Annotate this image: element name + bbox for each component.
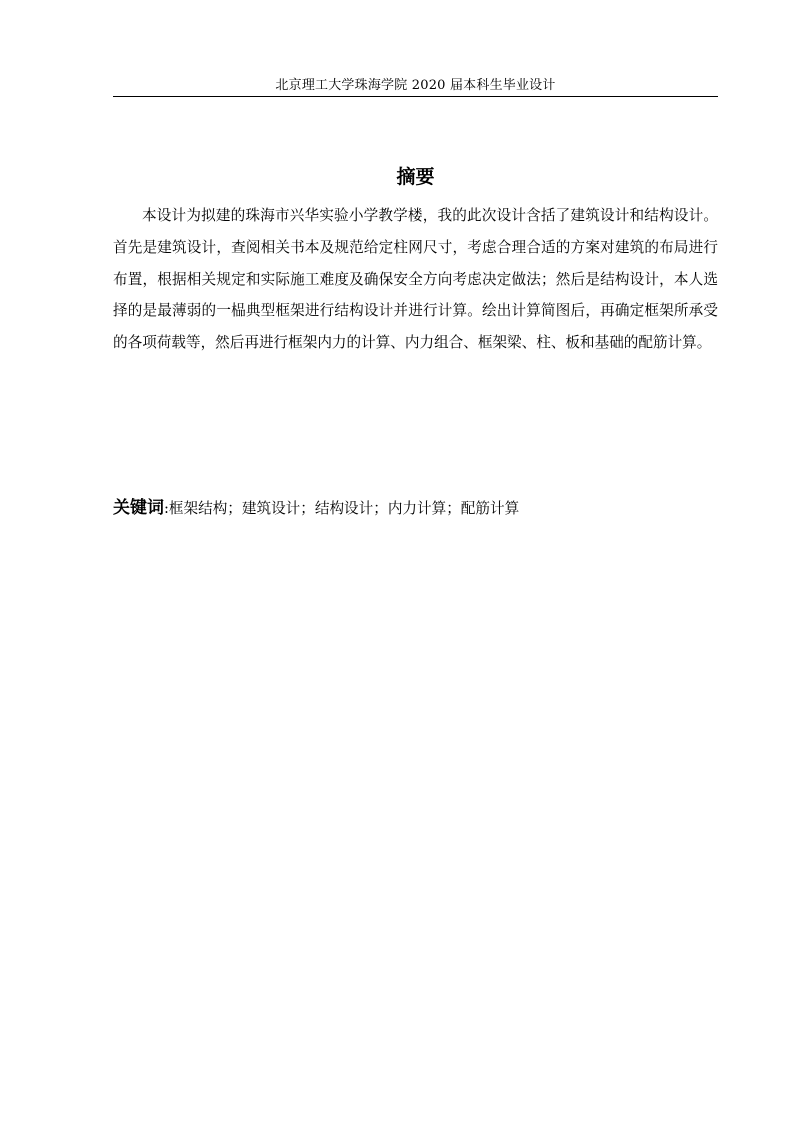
keywords-label: 关键词 — [113, 498, 164, 518]
abstract-body: 本设计为拟建的珠海市兴华实验小学教学楼，我的此次设计含括了建筑设计和结构设计。首先是建筑设计，查阅相关书本及规范给定柱网尺寸，考虑合理合适的方案对建筑的布局进行布置，根据相关规定和实际施工难度及确保安全方向考虑决定做法；然后是结构设计，本人选择的是最薄弱的一榀典型框架进行结构设计并进行计算。绘出计算简图后，再确定框架所承受的各项荷载等，然后再进行框架内力的计算、内力组合、框架梁、柱、板和基础的配筋计算。 — [113, 207, 718, 352]
keywords-text: 框架结构；建筑设计；结构设计；内力计算；配筋计算 — [168, 500, 520, 517]
running-header: 北京理工大学珠海学院 2020 届本科生毕业设计 — [275, 78, 556, 93]
header-rule — [113, 96, 718, 97]
keywords-separator: : — [164, 500, 169, 517]
abstract-title: 摘要 — [396, 166, 435, 188]
keywords-line — [113, 493, 718, 523]
